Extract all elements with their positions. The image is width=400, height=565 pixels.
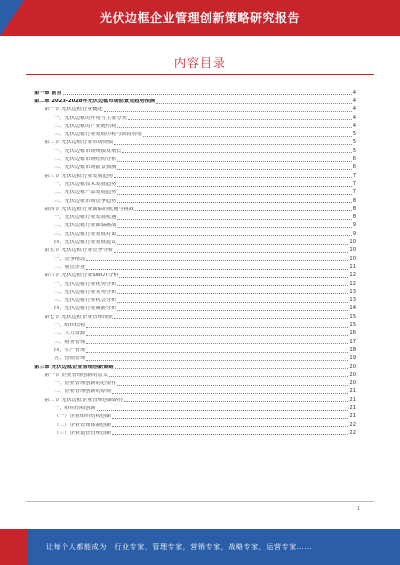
toc-entry-page: 7 (352, 172, 356, 179)
toc-leader-dots (117, 293, 348, 294)
toc-entry-title: 第一节 光伏边框行业概述 (44, 107, 103, 113)
toc-entry-title: 第四节 光伏边框行业面临的机遇与挑战 (44, 206, 134, 212)
toc-entry-title: 二、光伏边框行业面临挑战 (54, 223, 117, 229)
toc-entry-title: 第七节 光伏边框企业管理现状 (44, 314, 114, 320)
toc-entry-title: 四、光伏边框行业发展建议 (54, 240, 117, 246)
toc-entry-page: 15 (349, 313, 356, 320)
toc-entry-page: 14 (349, 305, 356, 312)
toc-entry-title: （二）企业管理体制创新 (54, 422, 112, 428)
toc-leader-dots (117, 161, 351, 162)
toc-entry[interactable] (34, 154, 356, 162)
toc-entry[interactable] (34, 146, 356, 154)
toc-entry-title: 第一章 前言 (34, 90, 62, 96)
toc-leader-dots (143, 136, 351, 137)
toc-entry-page: 16 (349, 330, 356, 337)
toc-entry-page: 6 (352, 156, 356, 163)
toc-entry[interactable] (34, 188, 356, 196)
toc-entry-title: 三、光伏边框行业发展历程与阶段特征 (54, 132, 143, 138)
toc-entry-page: 4 (352, 98, 356, 104)
toc-entry[interactable] (34, 337, 356, 345)
toc-entry[interactable] (34, 403, 356, 411)
toc-entry[interactable] (34, 212, 356, 220)
toc-entry-title: 三、光伏边框行业机会分析 (54, 298, 117, 304)
toc-entry[interactable] (34, 121, 356, 129)
toc-entry-title: 二、光伏边框的产业链结构 (54, 123, 117, 129)
toc-leader-dots (112, 434, 348, 435)
toc-leader-dots (156, 103, 352, 104)
toc-entry-page: 21 (349, 388, 356, 395)
toc-entry-page: 12 (349, 272, 356, 279)
toc-leader-dots (117, 285, 348, 286)
toc-entry-title: （三）企业运营管理创新 (54, 430, 112, 436)
toc-leader-dots (117, 244, 348, 245)
toc-entry-title: 第三章 光伏边框企业管理创新策略 (34, 364, 114, 370)
toc-entry-page: 4 (352, 106, 356, 113)
toc-leader-dots (114, 177, 352, 178)
toc-leader-dots (115, 368, 349, 369)
toc-entry[interactable] (34, 113, 356, 121)
toc-entry-page: 20 (349, 371, 356, 378)
toc-leader-dots (86, 335, 348, 336)
toc-leader-dots (86, 327, 348, 328)
toc-entry-title: 五、营销管理 (54, 356, 86, 362)
toc-entry-page: 9 (352, 222, 356, 229)
toc-entry-title: 第六节 光伏边框行业SWOT分析 (44, 273, 119, 279)
toc-entry[interactable] (34, 279, 356, 287)
toc-title-divider (26, 74, 374, 75)
toc-leader-dots (114, 318, 348, 319)
toc-entry-title: 二、企业管理创新的原则 (54, 389, 112, 395)
toc-leader-dots (122, 152, 351, 153)
toc-leader-dots (128, 119, 352, 120)
toc-entry[interactable] (34, 420, 356, 428)
toc-entry[interactable] (34, 179, 356, 187)
toc-leader-dots (117, 310, 348, 311)
toc-leader-dots (97, 410, 349, 411)
toc-entry-page: 10 (349, 247, 356, 254)
toc-leader-dots (119, 277, 348, 278)
toc-entry-page: 4 (352, 114, 356, 121)
toc-entry[interactable] (34, 163, 356, 171)
toc-entry-title: 第一节 企业管理创新的意义 (44, 372, 108, 378)
toc-entry[interactable] (34, 254, 356, 262)
toc-entry-title: 二、光伏边框行业劣势分析 (54, 289, 117, 295)
toc-entry[interactable] (34, 171, 356, 179)
toc-entry-page: 9 (352, 230, 356, 237)
toc-entry-page: 15 (349, 322, 356, 329)
toc-entry-title: 第二节 光伏边框行业市场规模 (44, 140, 114, 146)
toc-leader-dots (86, 352, 348, 353)
toc-entry[interactable] (34, 412, 356, 420)
toc-leader-dots (112, 426, 348, 427)
toc-entry[interactable] (34, 138, 356, 146)
footer-bar (0, 529, 400, 565)
toc-leader-dots (117, 194, 351, 195)
toc-entry[interactable] (34, 221, 356, 229)
toc-entry-page: 22 (349, 429, 356, 436)
toc-entry-page: 4 (352, 89, 356, 96)
toc-leader-dots (86, 260, 348, 261)
toc-entry-title: 二、人力资源 (54, 331, 86, 337)
toc-entry-title: 一、光伏边框技术发展趋势 (54, 181, 117, 187)
toc-leader-dots (117, 385, 348, 386)
toc-entry-title: 二、光伏边框产品发展趋势 (54, 190, 117, 196)
footer-slogan: 让每个人都能成为 行业专家，管理专家，营销专家，战略专家，运营专家…… (46, 543, 312, 551)
toc-entry[interactable] (34, 345, 356, 353)
toc-leader-dots (86, 343, 348, 344)
toc-entry-title: 一、企业管理创新的必要性 (54, 381, 117, 387)
toc-entry[interactable] (34, 378, 356, 386)
toc-leader-dots (63, 94, 352, 95)
toc-entry-page: 5 (352, 147, 356, 154)
toc-entry-title: 三、光伏边框行业发展对策 (54, 231, 117, 237)
toc-entry[interactable] (34, 246, 356, 254)
footer-accent (0, 529, 28, 565)
toc-entry-title: 一、组织结构创新 (54, 405, 96, 411)
toc-entry-title: 一、竞争格局 (54, 256, 86, 262)
toc-entry[interactable] (34, 96, 356, 104)
toc-leader-dots (117, 235, 351, 236)
toc-entry[interactable] (34, 312, 356, 320)
toc-entry[interactable] (34, 287, 356, 295)
toc-entry-page: 6 (352, 164, 356, 171)
toc-entry-title: 第五节 光伏边框行业竞争分析 (44, 248, 114, 254)
toc-entry-title: 四、光伏边框行业威胁分析 (54, 306, 117, 312)
toc-leader-dots (117, 169, 351, 170)
toc-entry-title: 第二章 2023-2028年光伏边框市场前景及趋势预测 (34, 99, 156, 104)
toc-entry-page: 22 (349, 421, 356, 428)
toc-entry-page: 18 (349, 346, 356, 353)
toc-entry-page: 4 (352, 122, 356, 129)
toc-leader-dots (124, 401, 348, 402)
toc-leader-dots (117, 202, 351, 203)
toc-entry-page: 5 (352, 139, 356, 146)
toc-entry-page: 13 (349, 297, 356, 304)
toc-entry-page: 11 (349, 263, 356, 270)
toc-leader-dots (114, 252, 348, 253)
toc-entry[interactable] (34, 204, 356, 212)
toc-entry[interactable] (34, 105, 356, 113)
toc-entry-title: 一、光伏边框市场规模及增长 (54, 148, 122, 154)
toc-entry[interactable] (34, 362, 356, 370)
toc-leader-dots (117, 186, 351, 187)
toc-title: 内容目录 (173, 56, 226, 70)
toc-leader-dots (117, 219, 351, 220)
toc-leader-dots (112, 393, 348, 394)
report-title: 光伏边框企业管理创新策略研究报告 (99, 11, 300, 25)
toc-entry[interactable] (34, 262, 356, 270)
toc-entry-page: 10 (349, 239, 356, 246)
toc-entry[interactable] (34, 129, 356, 137)
toc-entry-title: 三、财务管理 (54, 339, 86, 345)
toc-entry-title: 一、光伏边框行业发展机遇 (54, 215, 117, 221)
toc-leader-dots (104, 111, 352, 112)
toc-leader-dots (114, 144, 352, 145)
toc-entry-title: （一）企业组织结构创新 (54, 414, 112, 420)
toc-entry-title: 一、光伏边框行业优势分析 (54, 281, 117, 287)
toc-entry-title: 第三节 光伏边框行业发展趋势 (44, 173, 114, 179)
toc-entry-title: 一、光伏边框的作用与主要分类 (54, 115, 127, 121)
toc-entry[interactable] (34, 428, 356, 436)
toc-entry[interactable] (34, 88, 356, 96)
toc-entry[interactable] (34, 229, 356, 237)
toc-entry[interactable] (34, 320, 356, 328)
toc-entry-title: 四、生产管理 (54, 347, 86, 353)
toc-entry-page: 12 (349, 280, 356, 287)
toc-leader-dots (86, 269, 348, 270)
toc-entry[interactable] (34, 329, 356, 337)
toc-leader-dots (117, 227, 351, 228)
table-of-contents (34, 88, 356, 436)
toc-entry-page: 20 (349, 380, 356, 387)
toc-entry-page: 19 (349, 355, 356, 362)
toc-entry-page: 8 (352, 205, 356, 212)
toc-leader-dots (112, 418, 348, 419)
toc-entry-page: 10 (349, 255, 356, 262)
toc-entry[interactable] (34, 295, 356, 303)
toc-entry[interactable] (34, 370, 356, 378)
toc-entry-page: 17 (349, 338, 356, 345)
header-bar (0, 0, 400, 36)
toc-entry[interactable] (34, 196, 356, 204)
toc-entry-page: 21 (349, 404, 356, 411)
toc-entry[interactable] (34, 387, 356, 395)
toc-leader-dots (135, 210, 352, 211)
toc-leader-dots (86, 360, 348, 361)
toc-entry-page: 7 (352, 189, 356, 196)
toc-entry-page: 20 (349, 363, 356, 370)
toc-entry-title: 第二节 光伏边框企业管理创新路径 (44, 397, 124, 403)
page-number: 1 (356, 506, 360, 512)
toc-entry-title: 三、光伏边框市场前景预测 (54, 165, 117, 171)
toc-entry-page: 8 (352, 214, 356, 221)
toc-entry[interactable] (34, 304, 356, 312)
toc-entry-page: 21 (349, 396, 356, 403)
toc-entry[interactable] (34, 395, 356, 403)
toc-entry[interactable] (34, 237, 356, 245)
toc-entry[interactable] (34, 354, 356, 362)
toc-entry-page: 13 (349, 288, 356, 295)
toc-entry-title: 三、光伏边框市场竞争趋势 (54, 198, 117, 204)
toc-entry-page: 5 (352, 131, 356, 138)
toc-entry-page: 8 (352, 197, 356, 204)
toc-leader-dots (117, 302, 348, 303)
toc-entry-title: 一、组织结构 (54, 323, 86, 329)
toc-entry-title: 二、重点企业 (54, 264, 86, 270)
toc-leader-dots (117, 127, 351, 128)
toc-entry-page: 7 (352, 180, 356, 187)
toc-entry-title: 二、光伏边框市场结构分析 (54, 157, 117, 163)
toc-entry[interactable] (34, 271, 356, 279)
toc-entry-page: 21 (349, 413, 356, 420)
toc-leader-dots (109, 376, 348, 377)
footer-divider (26, 501, 374, 502)
